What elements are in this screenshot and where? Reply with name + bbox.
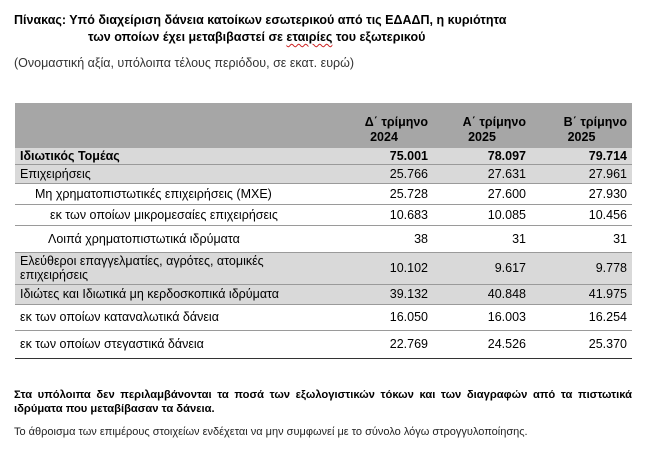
table-row bbox=[15, 252, 632, 284]
cell-value: 16.050 bbox=[335, 304, 433, 330]
header-q4-2024-line1: Δ΄ τρίμηνο bbox=[364, 115, 428, 129]
footnote-exclusions: Στα υπόλοιπα δεν περιλαμβάνονται τα ποσά των εξωλογιστικών τόκων και των διαγραφών από τα πιστωτικά ιδρύματα που μεταβίβασαν τα δάνεια. bbox=[14, 389, 632, 415]
row-label: εκ των οποίων στεγαστικά δάνεια bbox=[15, 330, 335, 358]
cell-value: 22.769 bbox=[335, 330, 433, 358]
cell-value: 27.600 bbox=[433, 183, 531, 204]
cell-value: 10.102 bbox=[335, 252, 433, 284]
row-label: εκ των οποίων μικρομεσαίες επιχειρήσεις bbox=[15, 204, 335, 225]
table-row bbox=[15, 164, 632, 183]
cell-value: 10.085 bbox=[433, 204, 531, 225]
cell-value: 31 bbox=[531, 225, 632, 252]
table-row bbox=[15, 284, 632, 304]
row-label: Λοιπά χρηματοπιστωτικά ιδρύματα bbox=[15, 225, 335, 252]
row-label: εκ των οποίων καταναλωτικά δάνεια bbox=[15, 304, 335, 330]
cell-value: 41.975 bbox=[531, 284, 632, 304]
header-q1-2025-line2: 2025 bbox=[468, 130, 496, 144]
cell-value: 27.631 bbox=[433, 164, 531, 183]
title-prefix: Πίνακας: bbox=[14, 13, 67, 27]
header-q4-2024 bbox=[335, 103, 433, 148]
cell-value: 16.254 bbox=[531, 304, 632, 330]
cell-value: 25.728 bbox=[335, 183, 433, 204]
title-line2-before: των οποίων έχει μεταβιβαστεί σε bbox=[88, 30, 283, 44]
row-label: Ελεύθεροι επαγγελματίες, αγρότες, ατομικές επιχειρήσεις bbox=[15, 252, 335, 284]
cell-value: 27.930 bbox=[531, 183, 632, 204]
title-line1: Υπό διαχείριση δάνεια κατοίκων εσωτερικού από τις ΕΔΑΔΠ, η κυριότητα bbox=[69, 13, 507, 27]
header-q2-2025-line2: 2025 bbox=[567, 130, 596, 144]
header-q4-2024-line2: 2024 bbox=[370, 130, 398, 144]
title-line2-after: του εξωτερικού bbox=[335, 30, 426, 44]
header-q2-2025-line1: Β΄ τρίμηνο bbox=[563, 115, 627, 129]
header-q2-2025 bbox=[531, 103, 632, 148]
cell-value: 9.778 bbox=[531, 252, 632, 284]
cell-value: 9.617 bbox=[433, 252, 531, 284]
cell-value: 27.961 bbox=[531, 164, 632, 183]
table-header-row bbox=[15, 103, 632, 148]
header-q1-2025-line1: Α΄ τρίμηνο bbox=[462, 115, 526, 129]
title-line2 bbox=[14, 29, 634, 46]
cell-value: 10.683 bbox=[335, 204, 433, 225]
cell-value: 38 bbox=[335, 225, 433, 252]
loans-table bbox=[15, 103, 632, 359]
row-label: Επιχειρήσεις bbox=[15, 164, 335, 183]
table-row bbox=[15, 225, 632, 252]
cell-value: 10.456 bbox=[531, 204, 632, 225]
row-label: Μη χρηματοπιστωτικές επιχειρήσεις (ΜΧΕ) bbox=[15, 183, 335, 204]
cell-value: 39.132 bbox=[335, 284, 433, 304]
header-q1-2025 bbox=[433, 103, 531, 148]
cell-value: 31 bbox=[433, 225, 531, 252]
title-spellcheck-word: εταιρίες bbox=[286, 30, 333, 44]
cell-value: 75.001 bbox=[335, 148, 433, 164]
cell-value: 25.370 bbox=[531, 330, 632, 358]
table-row bbox=[15, 330, 632, 358]
row-label: Ιδιωτικός Τομέας bbox=[15, 148, 335, 164]
footnote-rounding: Το άθροισμα των επιμέρους στοιχείων ενδέχεται να μην συμφωνεί με το σύνολο λόγω στρογγυλοποίησης. bbox=[14, 426, 528, 438]
table-row bbox=[15, 304, 632, 330]
cell-value: 24.526 bbox=[433, 330, 531, 358]
header-label-cell bbox=[15, 103, 335, 148]
table-title bbox=[14, 12, 634, 46]
cell-value: 40.848 bbox=[433, 284, 531, 304]
cell-value: 79.714 bbox=[531, 148, 632, 164]
cell-value: 16.003 bbox=[433, 304, 531, 330]
table-subtitle: (Ονομαστική αξία, υπόλοιπα τέλους περιόδου, σε εκατ. ευρώ) bbox=[14, 56, 355, 70]
cell-value: 78.097 bbox=[433, 148, 531, 164]
cell-value: 25.766 bbox=[335, 164, 433, 183]
table-row bbox=[15, 204, 632, 225]
table-row bbox=[15, 148, 632, 164]
table-row bbox=[15, 183, 632, 204]
row-label: Ιδιώτες και Ιδιωτικά μη κερδοσκοπικά ιδρύματα bbox=[15, 284, 335, 304]
